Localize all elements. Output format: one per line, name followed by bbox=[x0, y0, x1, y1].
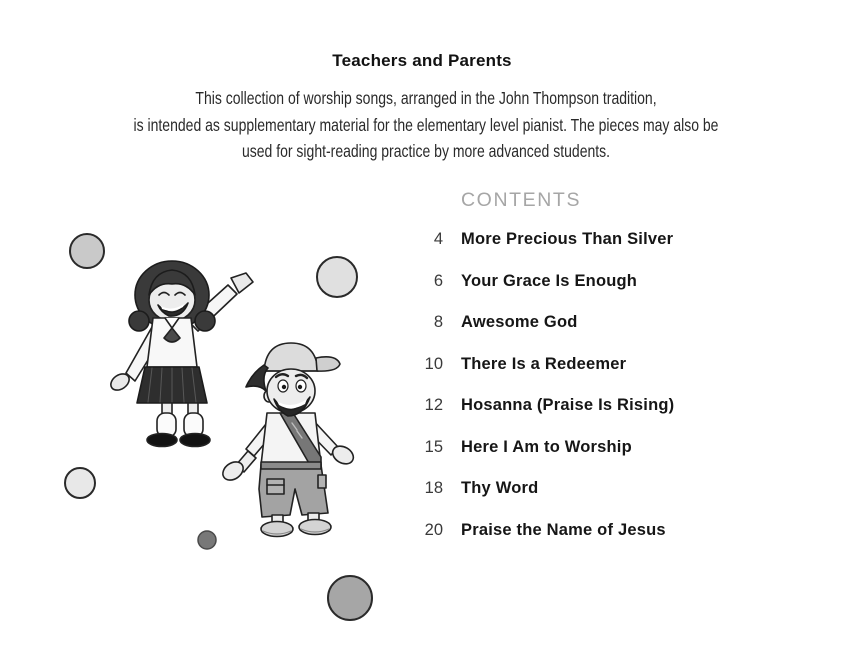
toc-song-title: Praise the Name of Jesus bbox=[461, 520, 666, 539]
toc-row bbox=[380, 396, 760, 414]
toc-row bbox=[380, 438, 760, 456]
kids-illustration bbox=[40, 215, 400, 650]
toc-song-title: Your Grace Is Enough bbox=[461, 271, 638, 290]
toc-song-title: More Precious Than Silver bbox=[461, 230, 674, 248]
toc-song-title: Awesome God bbox=[461, 313, 578, 331]
toc-song-title: Here I Am to Worship bbox=[461, 437, 632, 456]
toc-song-title: There Is a Redeemer bbox=[461, 354, 627, 373]
intro-line: This collection of worship songs, arranged in the John Thompson tradition, bbox=[195, 88, 657, 108]
toc-row bbox=[380, 313, 760, 331]
decorative-circle-bottom-right bbox=[328, 576, 372, 620]
decorative-circle-small-dark bbox=[198, 531, 216, 549]
decorative-circle-top-left bbox=[70, 234, 104, 268]
intro-paragraph bbox=[85, 85, 767, 165]
intro-line: used for sight-reading practice by more advanced students. bbox=[241, 141, 611, 161]
toc-page-number: 20 bbox=[424, 520, 443, 539]
toc-song-title: Thy Word bbox=[461, 479, 539, 497]
toc-page-number: 10 bbox=[424, 354, 443, 373]
decorative-circle-upper-right bbox=[317, 257, 357, 297]
toc-row bbox=[380, 272, 760, 290]
toc-page-number: 6 bbox=[433, 271, 443, 290]
decorative-circle-lower-left bbox=[65, 468, 95, 498]
page-title: Teachers and Parents bbox=[332, 51, 512, 71]
toc-page-number: 15 bbox=[424, 437, 443, 456]
illustration-girl bbox=[108, 261, 253, 447]
intro-line: is intended as supplementary material for the elementary level pianist. The pieces may also be bbox=[133, 114, 719, 135]
illustration-boy bbox=[219, 343, 356, 537]
toc-page-number: 8 bbox=[433, 313, 443, 331]
toc-page-number: 18 bbox=[424, 479, 443, 497]
contents-heading: CONTENTS bbox=[461, 189, 582, 211]
toc-row bbox=[380, 521, 760, 539]
toc-page-number: 4 bbox=[433, 230, 443, 248]
toc-row bbox=[380, 355, 760, 373]
contents-list bbox=[380, 230, 760, 539]
toc-page-number: 12 bbox=[424, 396, 443, 414]
toc-row bbox=[380, 479, 760, 497]
contents-section bbox=[380, 190, 760, 562]
toc-row bbox=[380, 230, 760, 248]
toc-song-title: Hosanna (Praise Is Rising) bbox=[461, 396, 675, 414]
